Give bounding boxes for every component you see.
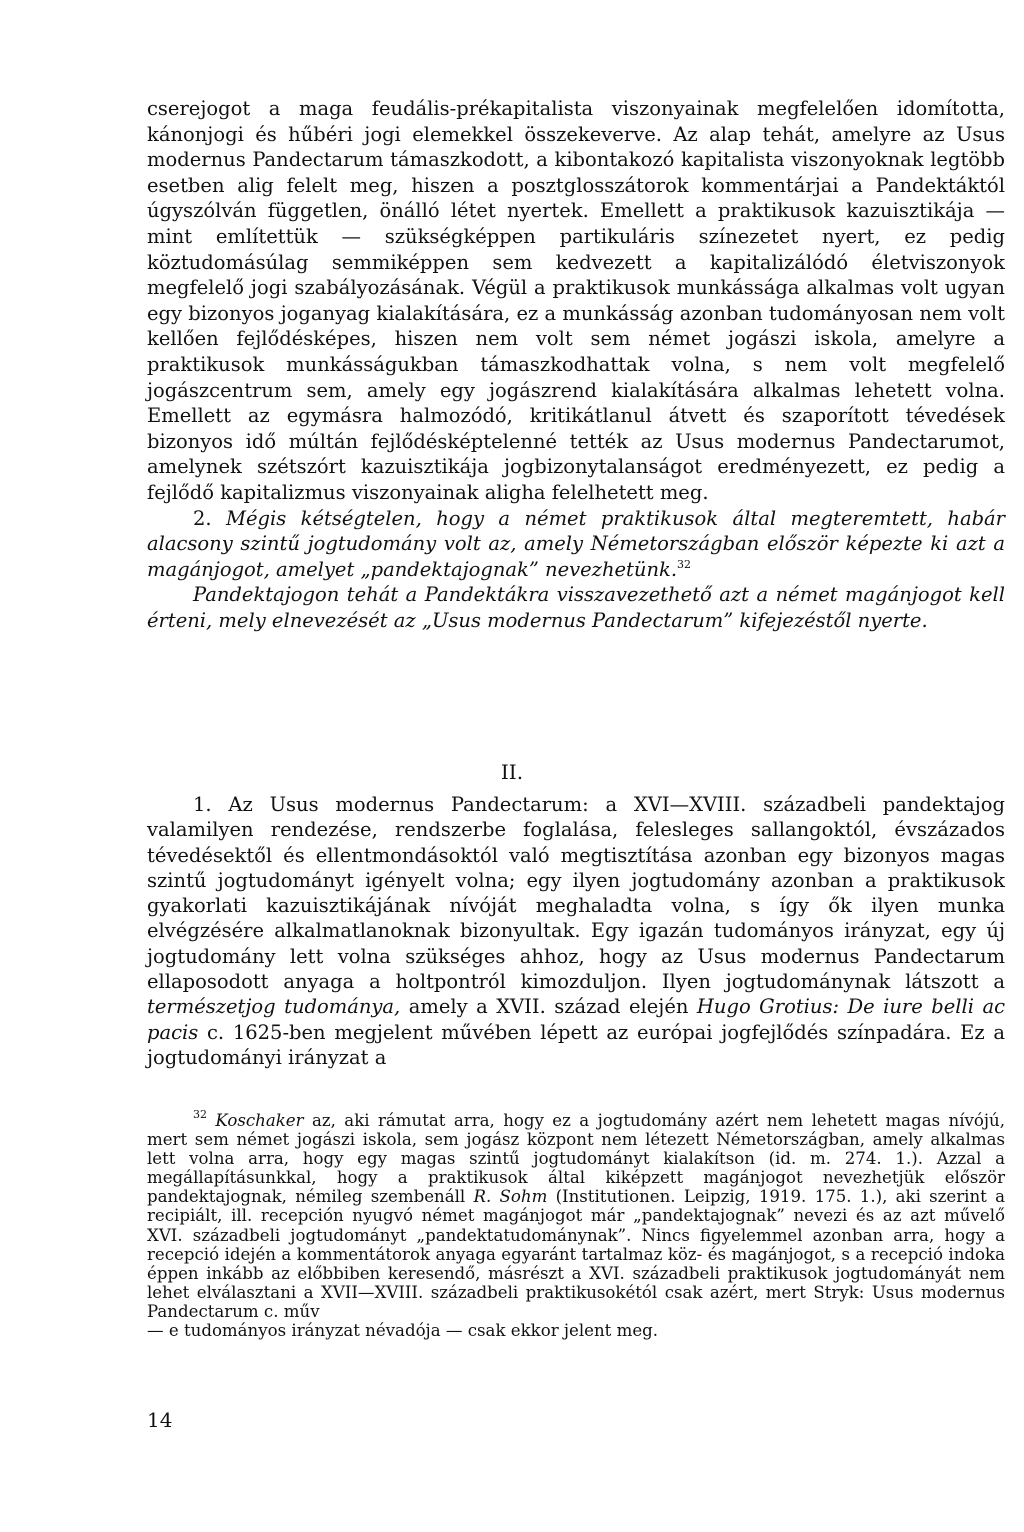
section-heading: II. (500, 760, 524, 784)
page-number: 14 (147, 1408, 173, 1432)
footnote-paragraph (147, 1108, 1006, 1321)
footnote-author: Koschaker (215, 1111, 304, 1130)
section-text-part-c: amely a XVII. század elején (400, 995, 697, 1019)
footnote-number: 32 (193, 1108, 207, 1121)
main-text (147, 96, 1005, 633)
paragraph-2-number: 2. (193, 506, 212, 530)
paragraph-2 (147, 506, 1005, 583)
footnote-reference: 32 (677, 557, 692, 571)
footnote-text-a: az, aki rámutat arra, hogy ez a jogtudomány azért nem lehetett magas nívójú, mert sem német jogászi iskola, sem jogász központ nem létezett Németországban, amely alkalmas lett volna arra, hogy egy magas szintű jogtudományt kialakítson (id. m. 274. 1.). Azzal a megállapításunkkal, hogy a praktikusok által kiképzett magánjogot nevezhetjük először pandektajognak, némileg szembenáll (147, 1111, 1005, 1207)
section-text-part-a: 1. Az Usus modernus Pandectarum: a XVI—XVIII. századbeli pandektajog valamilyen rendezése, rendszerbe foglalása, felesleges sallangoktól, évszázados tévedésektől és ellentmondásoktól való megtisztítása azonban egy bizonyos magas szintű jogtudományt igényelt volna; egy ilyen jogtudomány azonban a praktikusok gyakorlati kazuisztikájának nívóját meghaladta volna, s így ők ilyen munka elvégzésére alkalmatlanoknak bizonyultak. Egy igazán tudományos irányzat, egy új jogtudomány lett volna szükséges ahhoz, hogy az Usus modernus Pandectarum ellaposodott anyaga a holtpontról kimozduljon. Ilyen jogtudománynak látszott a (147, 793, 1005, 994)
section-paragraph (147, 792, 1005, 1070)
paragraph-2-text: Mégis kétségtelen, hogy a német praktikusok által megteremtett, habár alacsony szintű jogtudomány volt az, amely Németországban először képezte ki azt a magánjogot, amelyet „pandektajognak” nevezhetünk. (147, 506, 1006, 581)
section-text (147, 792, 1005, 1070)
paragraph-continued: cserejogot a maga feudális-prékapitalista viszonyainak megfelelően idomította, kánonjogi és hűbéri jogi elemekkel összekeverve. Az alap tehát, amelyre az Usus modernus Pandectarum támaszkodott, a kibontakozó kapitalista viszonyoknak legtöbb esetben alig felelt meg, hiszen a posztglosszátorok kommentárjai a Pandektáktól úgyszólván független, önálló létet nyertek. Emellett a praktikusok kazuisztikája — mint említettük — szükségképpen partikuláris színezetet nyert, ez pedig köztudomásúlag semmiképpen sem kedvezett a kapitalizálódó életviszonyok megfelelő jogi szabályozásának. Végül a praktikusok munkássága alkalmas volt ugyan egy bizonyos joganyag kialakítására, ez a munkásság azonban tudományosan nem volt kellően fejlődésképes, hiszen nem volt sem német jogászi iskola, amelyre a praktikusok munkásságukban támaszkodhattak volna, s nem volt megfelelő jogászcentrum sem, amely egy jogászrend kialakítására alkalmas lehetett volna. Emellett az egymásra halmozódó, kritikátlanul átvett és szaporított tévedések bizonyos idő múltán fejlődésképtelenné tették az Usus modernus Pandectarumot, amelynek szétszórt kazuisztikája jogbizonytalanságot eredményezett, ez pedig a fejlődő kapitalizmus viszonyainak aligha felelhetett meg. (147, 97, 1005, 504)
footnote-last-line: — e tudományos irányzat névadója — csak ekkor jelent meg. (147, 1321, 659, 1341)
footnote-author-2: R. Sohm (473, 1187, 548, 1207)
section-italic-d: Hugo Grotius: De iure belli ac pacis (147, 995, 1005, 1044)
section-text-part-e: c. 1625-ben megjelent művében lépett az európai jogfejlődés színpadára. Ez a jogtudományi irányzat a (147, 1020, 1005, 1069)
paragraph-3: Pandektajogon tehát a Pandektákra visszavezethető azt a német magánjogot kell érteni, mely elnevezését az „Usus modernus Pandectarum” kifejezéstől nyerte. (147, 583, 1005, 632)
footnote-text-b: (Institutionen. Leipzig, 1919. 175. 1.), aki szerint a recipiált, ill. recepción nyugvó német magánjogot már „pandektajognak” nevezi és az azt művelő XVI. századbeli jogtudományt „pandektatudománynak”. Nincs figyelemmel azonban arra, hogy a recepció idején a kommentátorok anyaga egyaránt tartalmaz köz- és magánjogot, s a recepció indoka éppen inkább az előbbiben keresendő, másrészt a XVI. századbeli praktikusok jogtudományát nem lehet elválasztani a XVII—XVIII. századbeli praktikusokétól csak azért, mert Stryk: Usus modernus Pandectarum c. műv (147, 1187, 1006, 1321)
section-italic-b: természetjog tudománya, (147, 995, 401, 1019)
footnote (147, 1108, 1006, 1341)
